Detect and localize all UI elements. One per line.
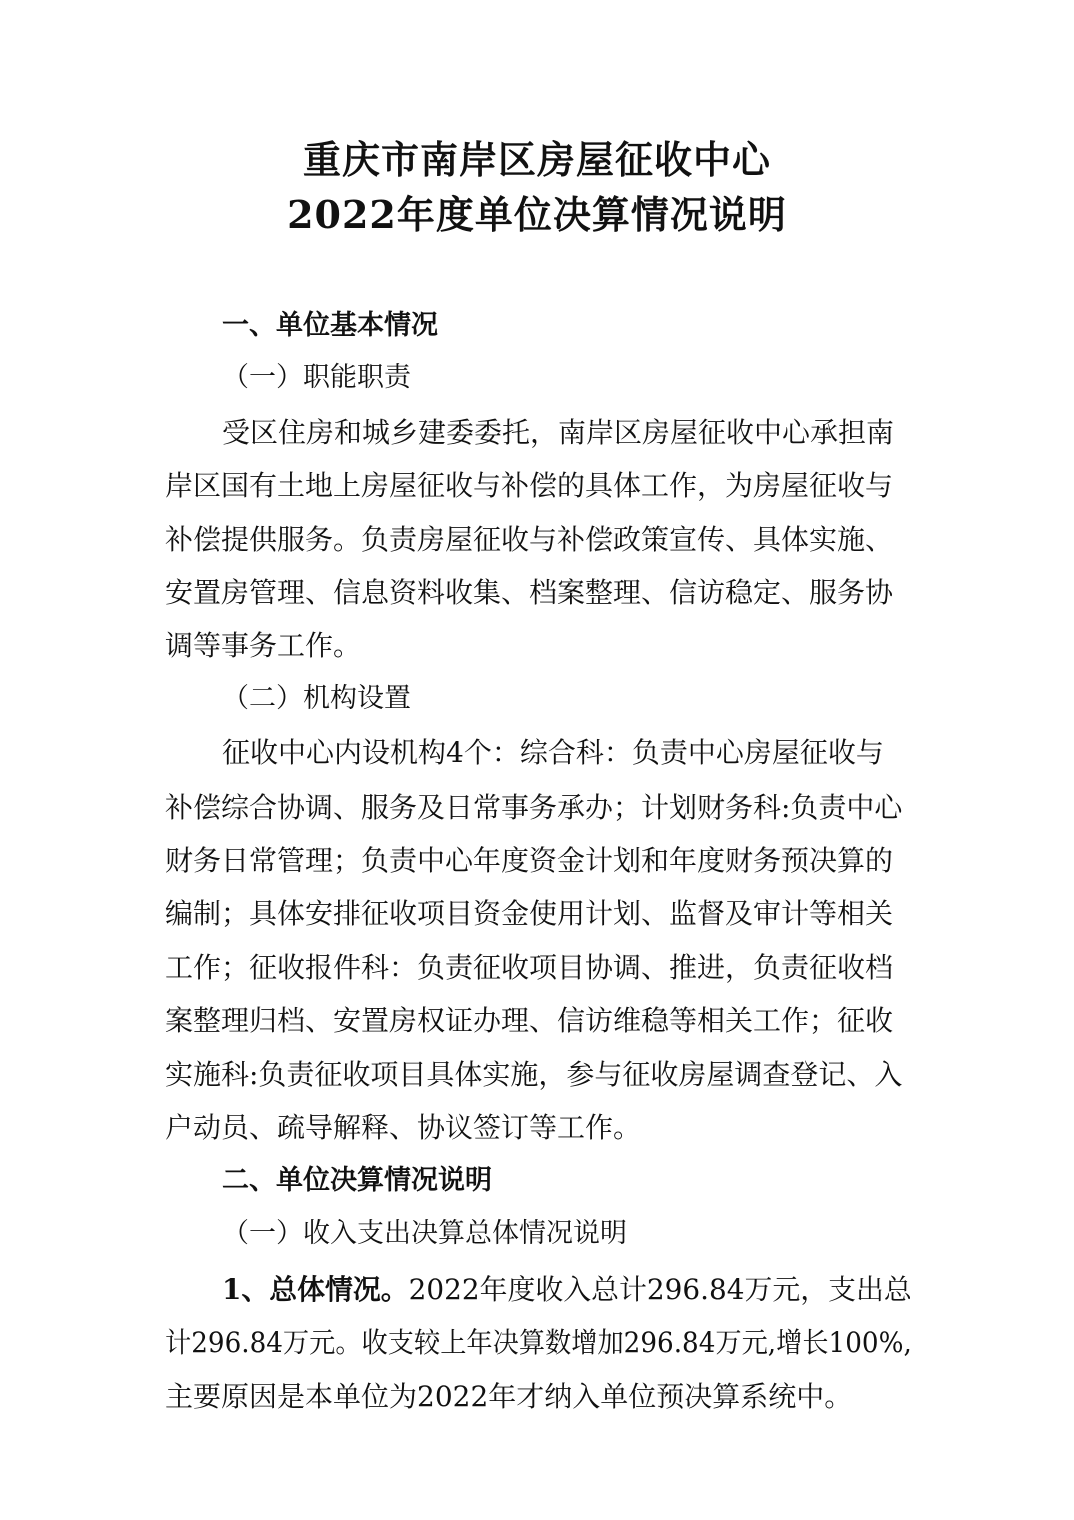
section-heading-text: 二、单位决算情况说明 bbox=[222, 1165, 492, 1196]
paragraph-text: 财务日常管理；负责中心年度资金计划和年度财务预决算的 bbox=[165, 844, 894, 877]
subsection-heading-text: （一）职能职责 bbox=[222, 362, 411, 393]
paragraph-text: 户动员、疏导解释、协议签订等工作。 bbox=[165, 1111, 642, 1144]
paragraph-text: 实施科:负责征收项目具体实施，参与征收房屋调查登记、入 bbox=[165, 1058, 903, 1091]
document-title-line2: 2022年度单位决算情况说明 bbox=[287, 192, 787, 237]
paragraph-text: 编制；具体安排征收项目资金使用计划、监督及审计等相关 bbox=[165, 897, 894, 930]
document-title-line1: 重庆市南岸区房屋征收中心 bbox=[302, 137, 771, 182]
paragraph-text: 补偿提供服务。负责房屋征收与补偿政策宣传、具体实施、 bbox=[165, 523, 894, 556]
paragraph-text: 征收中心内设机构4个：综合科：负责中心房屋征收与 bbox=[222, 736, 884, 769]
paragraph-text: 安置房管理、信息资料收集、档案整理、信访稳定、服务协 bbox=[165, 576, 894, 609]
subsection-heading-text: （一）收入支出决算总体情况说明 bbox=[222, 1218, 627, 1249]
paragraph-text: 补偿综合协调、服务及日常事务承办；计划财务科:负责中心 bbox=[165, 791, 903, 824]
paragraph-text: 2022年度收入总计296.84万元，支出总 bbox=[408, 1273, 912, 1306]
paragraph-text: 受区住房和城乡建委委托，南岸区房屋征收中心承担南 bbox=[222, 416, 895, 449]
paragraph-text: 案整理归档、安置房权证办理、信访维稳等相关工作；征收 bbox=[165, 1004, 894, 1037]
paragraph-lead-bold: 1、总体情况。 bbox=[222, 1273, 409, 1306]
paragraph-text: 工作；征收报件科：负责征收项目协调、推进，负责征收档 bbox=[165, 951, 894, 984]
section-heading-text: 一、单位基本情况 bbox=[222, 310, 438, 341]
paragraph-text: 调等事务工作。 bbox=[165, 629, 362, 662]
subsection-heading-text: （二）机构设置 bbox=[222, 683, 411, 714]
paragraph-text: 计296.84万元。收支较上年决算数增加296.84万元,增长100%, bbox=[165, 1326, 912, 1359]
paragraph-text: 岸区国有土地上房屋征收与补偿的具体工作，为房屋征收与 bbox=[165, 469, 894, 502]
paragraph-overview-first-line bbox=[222, 1272, 912, 1308]
paragraph-text: 主要原因是本单位为2022年才纳入单位预决算系统中。 bbox=[165, 1380, 853, 1413]
